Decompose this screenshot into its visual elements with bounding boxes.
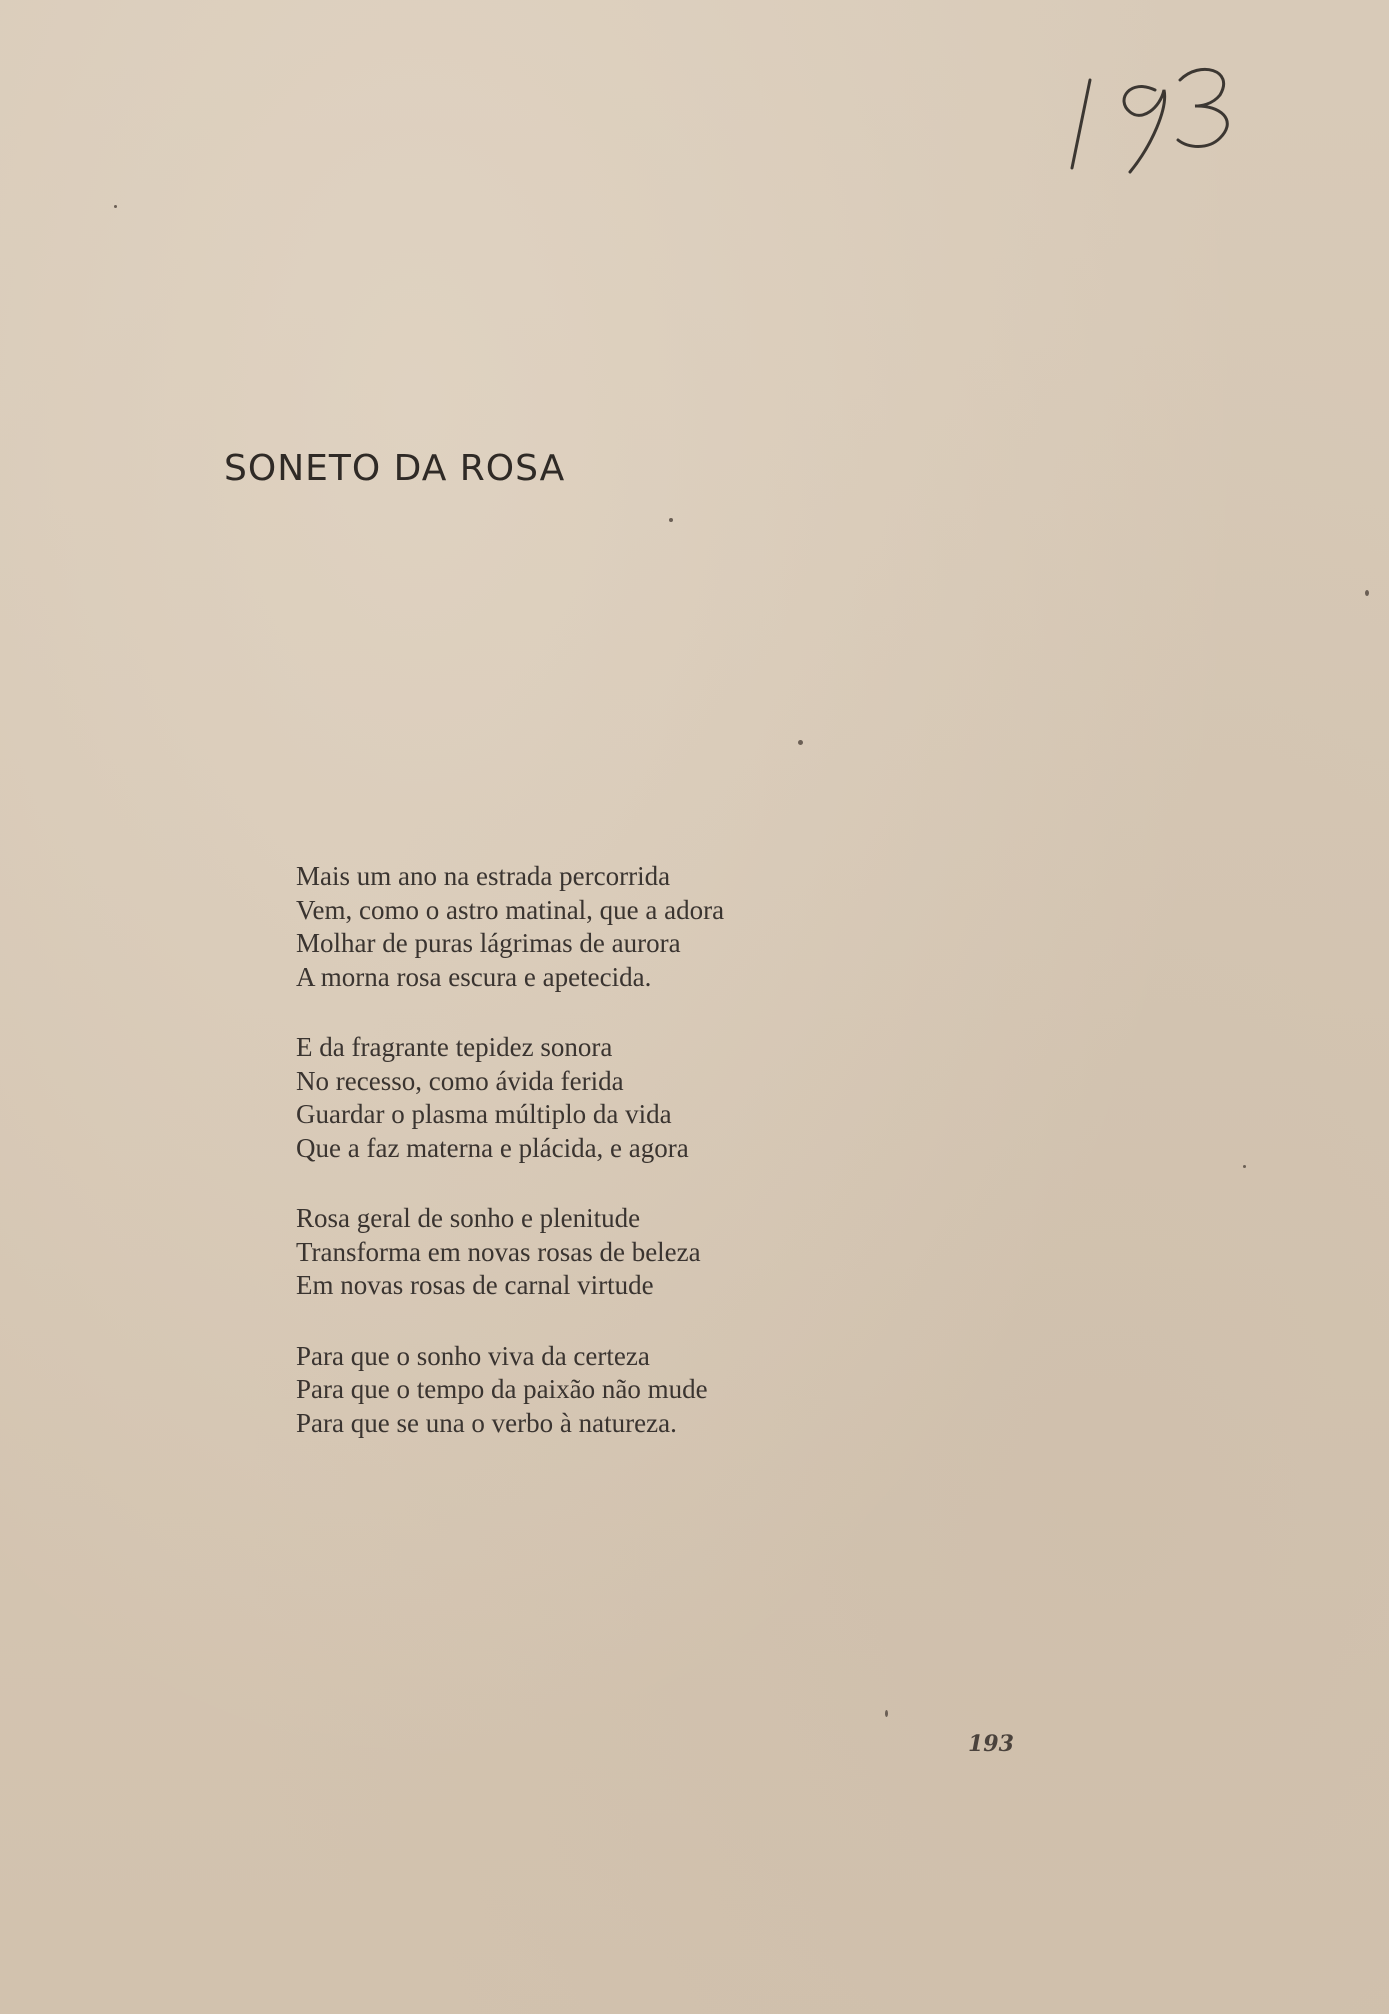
poem-line: A morna rosa escura e apetecida. xyxy=(296,961,652,992)
stanza xyxy=(296,1340,724,1441)
poem-line: Rosa geral de sonho e plenitude xyxy=(296,1203,641,1233)
handwritten-folio-number xyxy=(1060,50,1260,180)
poem-line: E da fragrante tepidez sonora xyxy=(296,1032,613,1062)
poem-line: Para que o sonho viva da certeza xyxy=(296,1340,650,1371)
handwritten-folio-graphic xyxy=(1060,50,1260,180)
poem-line: Mais um ano na estrada percorrida xyxy=(296,861,671,891)
stanza xyxy=(296,1031,724,1165)
poem-line: Transforma em novas rosas de beleza xyxy=(296,1236,701,1267)
poem-line: Vem, como o astro matinal, que a adora xyxy=(296,894,725,925)
poem-line: No recesso, como ávida ferida xyxy=(296,1065,624,1096)
poem-title: SONETO DA ROSA xyxy=(224,448,566,489)
paper-speck xyxy=(885,1710,888,1717)
paper-speck xyxy=(669,518,673,522)
stanza xyxy=(296,860,724,994)
poem-line: Para que o tempo da paixão não mude xyxy=(296,1374,708,1404)
poem-line: Para que se una o verbo à natureza. xyxy=(296,1407,677,1438)
paper-speck xyxy=(798,740,803,745)
paper-speck xyxy=(1365,590,1369,596)
poem-body xyxy=(296,860,724,1477)
stanza xyxy=(296,1202,724,1303)
paper-speck xyxy=(114,205,117,208)
poem-line: Em novas rosas de carnal virtude xyxy=(296,1270,654,1300)
page-number: 193 xyxy=(968,1731,1014,1757)
poem-line: Guardar o plasma múltiplo da vida xyxy=(296,1099,672,1129)
paper-speck xyxy=(1243,1165,1246,1168)
poem-line: Que a faz materna e plácida, e agora xyxy=(296,1132,689,1163)
poem-line: Molhar de puras lágrimas de aurora xyxy=(296,928,681,958)
